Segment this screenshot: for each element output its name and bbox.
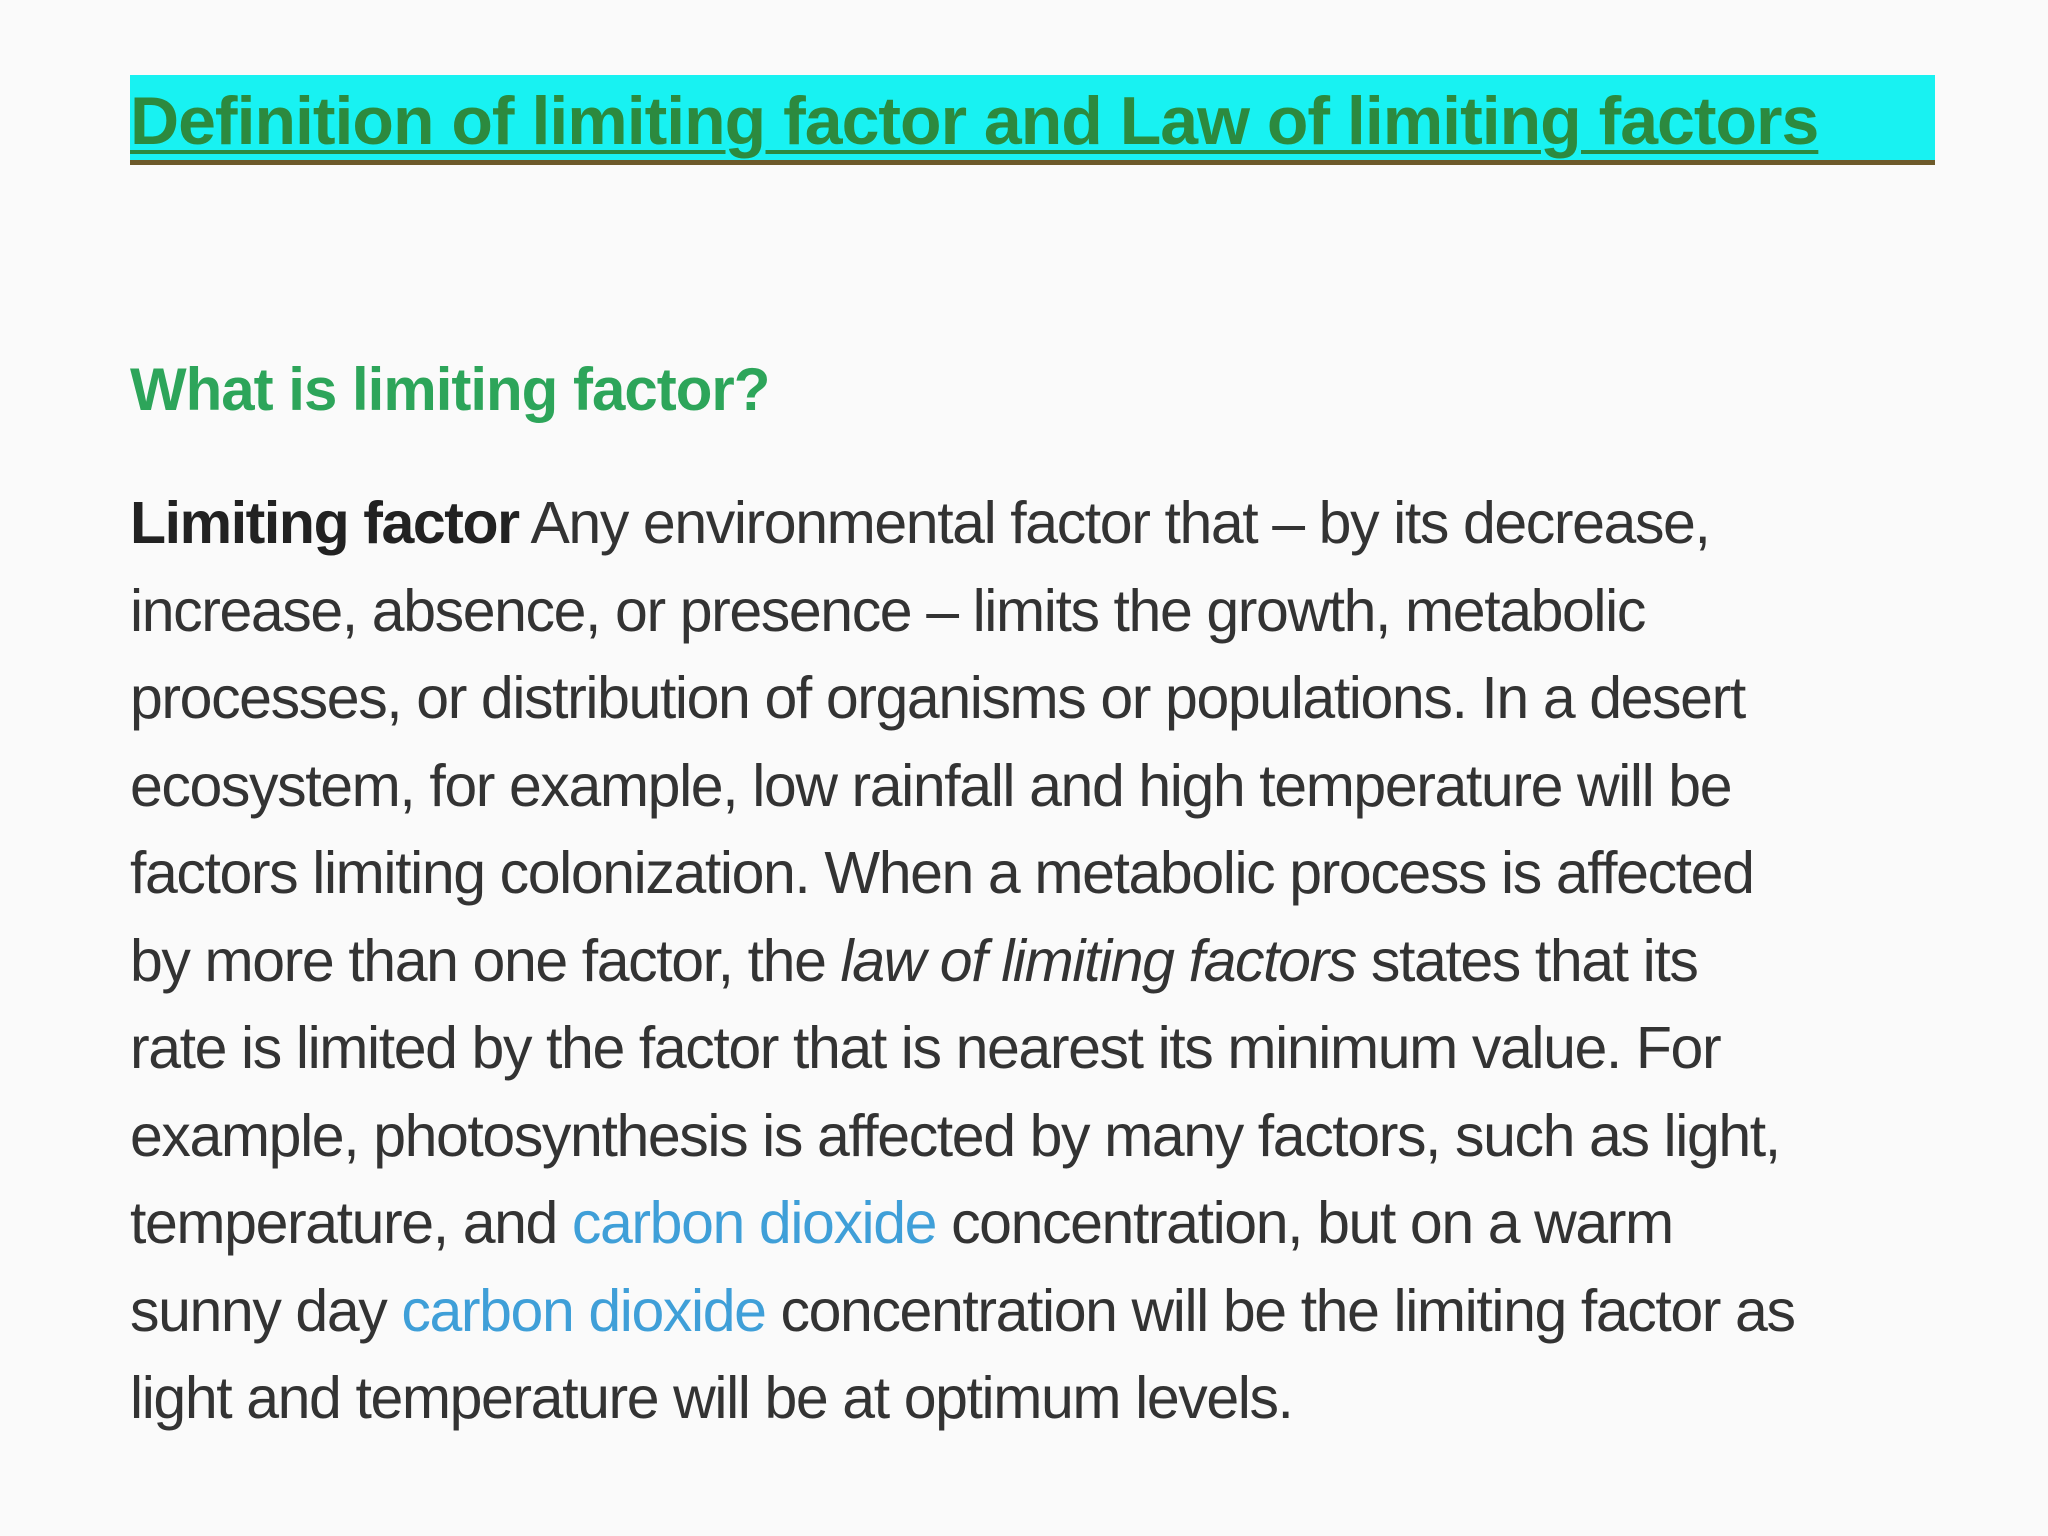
paragraph-line: light and temperature will be at optimum levels. [130,1365,1293,1431]
section-heading: What is limiting factor? [130,356,770,423]
line-text: concentration, but on a warm [936,1190,1673,1256]
paragraph-line [130,1268,1930,1356]
paragraph-line: factors limiting colonization. When a metabolic process is affected [130,840,1754,906]
defined-term: Limiting factor [130,490,519,556]
paragraph-line: ecosystem, for example, low rainfall and high temperature will be [130,752,1732,819]
paragraph-line: example, photosynthesis is affected by many factors, such as light, [130,1102,1780,1169]
paragraph-line: increase, absence, or presence – limits the growth, metabolic [130,577,1645,644]
line-text: sunny day [130,1277,402,1344]
line-text: Any environmental factor that – by its decrease, [518,490,1710,556]
emphasized-term: law of limiting factors [840,927,1356,994]
definition-paragraph [130,480,1930,1443]
paragraph-line [130,1180,1930,1268]
line-text: by more than one factor, the [130,927,841,994]
paragraph-line: rate is limited by the factor that is nearest its minimum value. For [130,1015,1721,1081]
paragraph-line [130,918,1930,1006]
carbon-dioxide-link[interactable]: carbon dioxide [401,1277,766,1344]
line-text: states that its [1355,927,1698,994]
line-text: concentration will be the limiting factor as [765,1277,1795,1344]
page-title: Definition of limiting factor and Law of limiting factors [130,75,1935,165]
carbon-dioxide-link[interactable]: carbon dioxide [571,1190,937,1256]
line-text: temperature, and [130,1190,572,1256]
paragraph-line [130,480,1930,568]
paragraph-line: processes, or distribution of organisms or populations. In a desert [130,665,1745,731]
